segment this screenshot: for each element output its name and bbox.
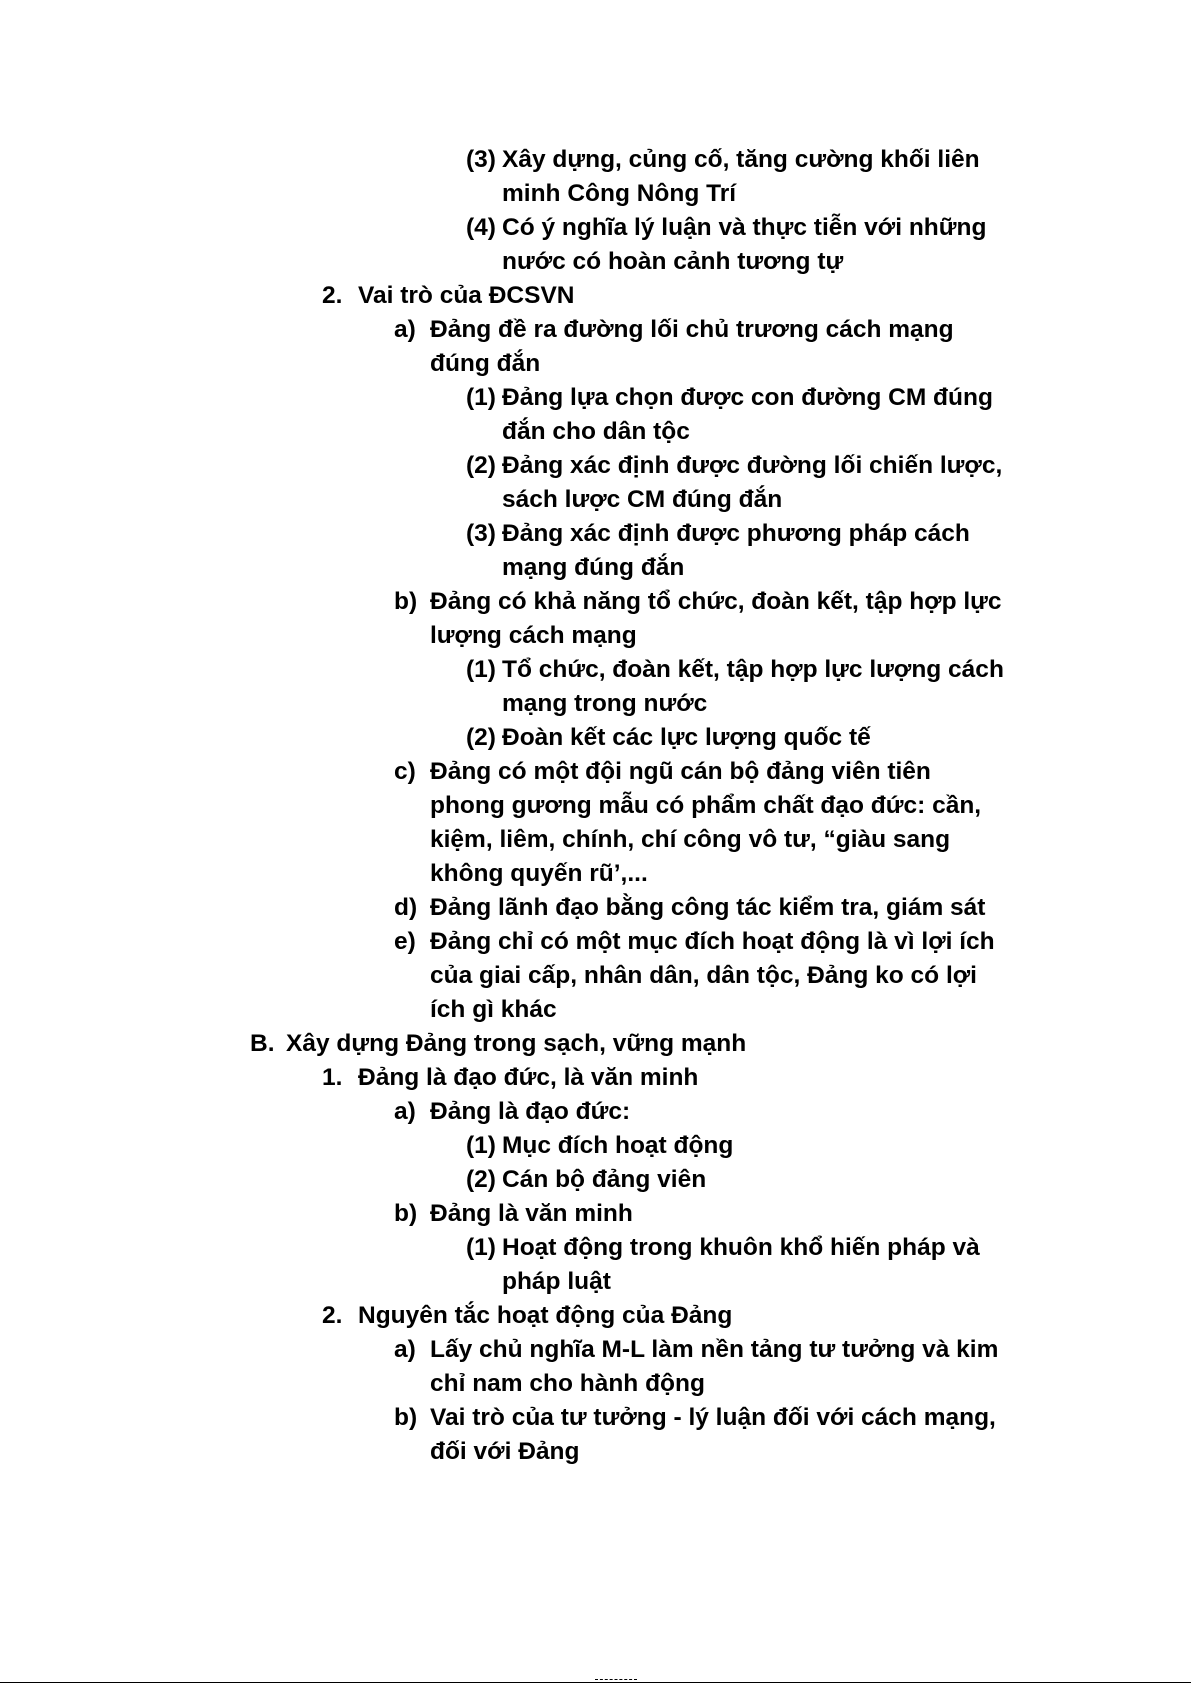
list-item-continuation: nước có hoàn cảnh tương tự bbox=[502, 248, 844, 275]
list-item-text: Đảng là văn minh bbox=[430, 1200, 633, 1227]
list-marker: e) bbox=[394, 928, 416, 955]
list-marker: 2. bbox=[322, 282, 343, 309]
list-marker: b) bbox=[394, 1200, 418, 1227]
list-item-text: Cán bộ đảng viên bbox=[502, 1166, 707, 1193]
list-item-text: Đảng đề ra đường lối chủ trương cách mạng bbox=[430, 316, 954, 343]
list-marker: b) bbox=[394, 1404, 418, 1431]
list-item-continuation: mạng đúng đắn bbox=[502, 554, 685, 581]
list-item-text: Lấy chủ nghĩa M-L làm nền tảng tư tưởng và kim bbox=[430, 1336, 999, 1363]
list-marker: c) bbox=[394, 758, 416, 785]
list-item-text: Tổ chức, đoàn kết, tập hợp lực lượng cách bbox=[502, 656, 1004, 683]
list-marker: (2) bbox=[466, 1166, 496, 1193]
list-marker: d) bbox=[394, 894, 418, 921]
list-item-continuation: ích gì khác bbox=[430, 996, 557, 1023]
list-item-continuation: lượng cách mạng bbox=[430, 622, 637, 649]
list-item-text: Có ý nghĩa lý luận và thực tiễn với những bbox=[502, 214, 987, 241]
list-item-text: Đảng có một đội ngũ cán bộ đảng viên tiên bbox=[430, 758, 931, 785]
list-marker: (1) bbox=[466, 656, 496, 683]
list-item-continuation: sách lược CM đúng đắn bbox=[502, 486, 783, 513]
list-item-text: Đảng xác định được phương pháp cách bbox=[502, 520, 970, 547]
list-item-text: Nguyên tắc hoạt động của Đảng bbox=[358, 1302, 733, 1329]
list-item-continuation: minh Công Nông Trí bbox=[502, 180, 737, 207]
list-marker: (3) bbox=[466, 146, 496, 173]
list-item-continuation: của giai cấp, nhân dân, dân tộc, Đảng ko có lợi bbox=[430, 962, 977, 989]
list-item-continuation: chỉ nam cho hành động bbox=[430, 1370, 705, 1397]
list-marker: a) bbox=[394, 316, 416, 343]
list-marker: (1) bbox=[466, 384, 496, 411]
list-item-continuation: không quyến rũ’,... bbox=[430, 860, 648, 887]
list-marker: (2) bbox=[466, 724, 496, 751]
list-marker: 1. bbox=[322, 1064, 343, 1091]
list-marker: B. bbox=[250, 1030, 275, 1057]
list-marker: (3) bbox=[466, 520, 496, 547]
list-marker: (1) bbox=[466, 1234, 496, 1261]
list-item-text: Đảng là đạo đức: bbox=[430, 1098, 631, 1125]
list-item-text: Đảng lựa chọn được con đường CM đúng bbox=[502, 384, 993, 411]
list-item-text: Đảng có khả năng tổ chức, đoàn kết, tập hợp lực bbox=[430, 588, 1002, 615]
list-marker: (4) bbox=[466, 214, 496, 241]
list-item-text: Hoạt động trong khuôn khổ hiến pháp và bbox=[502, 1234, 980, 1261]
list-item-text: Đảng lãnh đạo bằng công tác kiểm tra, giám sát bbox=[430, 894, 986, 921]
list-item-text: Xây dựng, củng cố, tăng cường khối liên bbox=[502, 146, 980, 173]
list-marker: b) bbox=[394, 588, 418, 615]
list-marker: a) bbox=[394, 1336, 416, 1363]
list-item-text: Đảng xác định được đường lối chiến lược, bbox=[502, 452, 1003, 479]
list-item-text: Xây dựng Đảng trong sạch, vững mạnh bbox=[286, 1030, 747, 1057]
list-item-continuation: đắn cho dân tộc bbox=[502, 418, 690, 445]
list-item-continuation: đúng đắn bbox=[430, 350, 541, 377]
list-item-continuation: mạng trong nước bbox=[502, 690, 708, 717]
list-marker: 2. bbox=[322, 1302, 343, 1329]
list-item-continuation: kiệm, liêm, chính, chí công vô tư, “giàu sang bbox=[430, 826, 951, 853]
list-marker: (2) bbox=[466, 452, 496, 479]
list-item-continuation: pháp luật bbox=[502, 1268, 611, 1295]
list-item-text: Đoàn kết các lực lượng quốc tế bbox=[502, 724, 871, 751]
list-item-text: Đảng là đạo đức, là văn minh bbox=[358, 1064, 699, 1091]
list-item-text: Mục đích hoạt động bbox=[502, 1132, 734, 1159]
page-break-mark bbox=[595, 1679, 637, 1683]
list-marker: a) bbox=[394, 1098, 416, 1125]
list-item-text: Vai trò của tư tưởng - lý luận đối với cách mạng, bbox=[430, 1404, 996, 1431]
list-item-continuation: đối với Đảng bbox=[430, 1438, 580, 1465]
list-item-text: Đảng chỉ có một mục đích hoạt động là vì lợi ích bbox=[430, 928, 995, 955]
list-marker: (1) bbox=[466, 1132, 496, 1159]
list-item-continuation: phong gương mẫu có phẩm chất đạo đức: cần, bbox=[430, 792, 982, 819]
list-item-text: Vai trò của ĐCSVN bbox=[358, 282, 575, 309]
